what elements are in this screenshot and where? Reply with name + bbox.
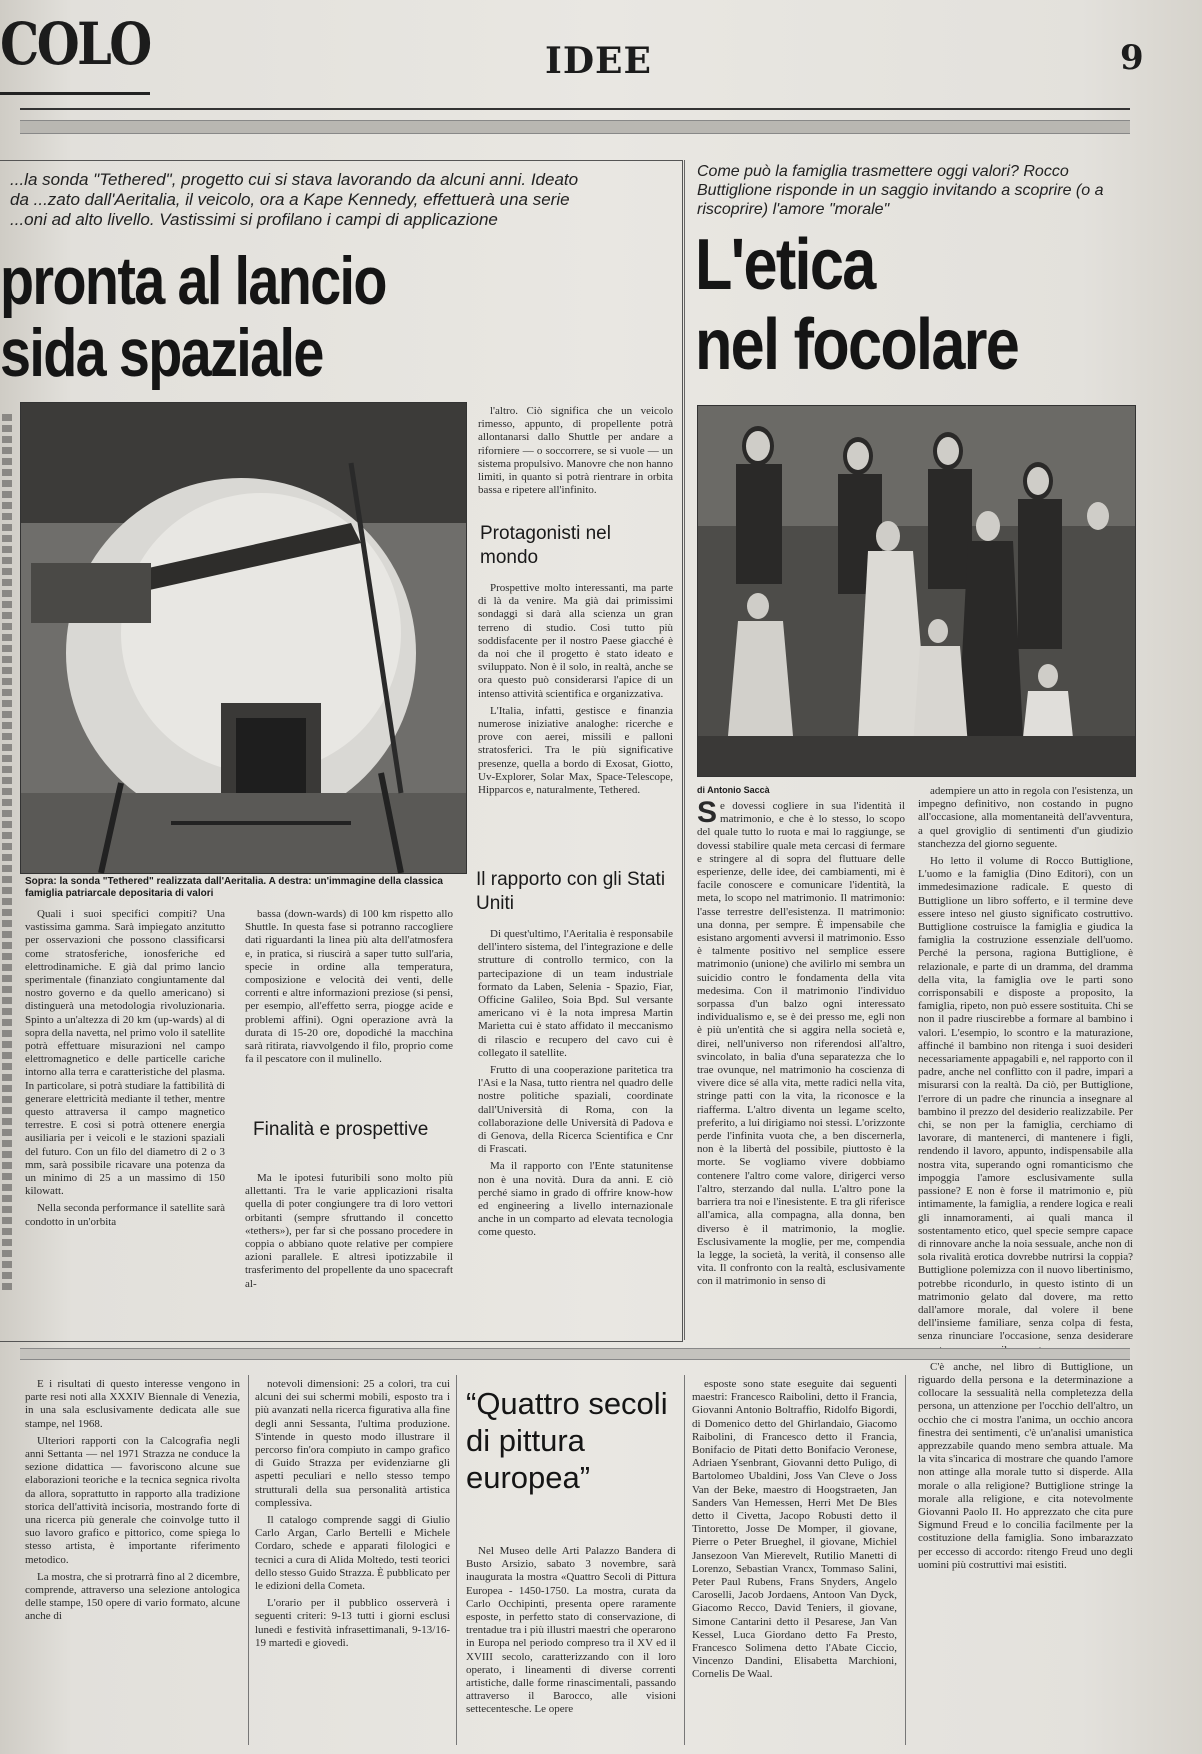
paragraph: Ho letto il volume di Rocco Buttiglione, L'uomo e la famiglia (Dino Editori), con un immedesimazione radicale. E questo di Buttiglione un libro sofferto, e il termine deve essere inteso nel giusto significato costruttivo. Buttiglione costruisce la famiglia e giudica la famiglia la costruzione essenziale dell'uomo. Perché la persona, ragiona Buttiglione, è relazionale, e parte di un dramma, del dramma della vita, la famiglia ove le parti sono corrisponsabili e disposte a proposito, la famiglia, ripeto, non può essere sostituita. Chi se non il padre riuscirebbe a formare al bambino i valori. L'esempio, lo scontro e la maturazione, affinché il bambino non ritenga i suoi desideri necessariamente appagabili e, nel rapporto con il padre, anche nel conflitto con il padre, impari a misurarsi con la realtà. Da ciò, per Buttiglione, l'errore di un padre che rinuncia a insegnare al bambino il prezzo del desiderio realizzabile. Per chi, se non per la famiglia, cerchiamo di lavorare, di mantenerci, di mantenere i figli, rendendo il lavoro, appunto, indispensabile alla nostra vita, superando ogni romanticismo che impoggia l'amore esclusivamente sulla passione? E non è forse il matrimonio e, più intimamente, la famiglia, a rendere logica e reali gli innamoramenti, ai quali manca il sostentamento etico, quel specie sempre capace di rinnovare anche la noia sessuale, anche non di sola rivalità erotica dovrebbe nutrirsi la coppia? Buttiglione polemizza con il nuovo libertinismo, potrebbe ricondurlo, in questo istinto di un matrimonio gelato dal dovere, ma retto dall'amore morale, dal volere il bene dell'insieme familiare, senza colpa di festa, senza rinunciare l'occasione, senza desiderare [918, 855, 1133, 1343]
bottom-col-1 [25, 1378, 240, 1748]
column-divider [905, 1375, 906, 1745]
bottom-col-4 [692, 1378, 897, 1748]
drop-cap: S [697, 796, 718, 829]
headline-line-2: sida spaziale [0, 315, 323, 391]
left-col-2b [245, 1172, 453, 1338]
paragraph: E i risultati di questo interesse vengono in parte resi noti alla XXXIV Biennale di Venezia, in una sala esclusivamente dedicata alle sue stampe, nel 1968. [25, 1378, 240, 1430]
left-col-1 [25, 908, 225, 1338]
left-article-headline [0, 245, 558, 389]
paragraph: Nel Museo delle Arti Palazzo Bandera di Busto Arsizio, sabato 3 novembre, sarà inaugurata la mostra «Quattro Secoli di Pittura Europea - 1450-1750. La mostra, curata da Carlo Occhipinti, presenta opere raramente esposte, in perfetto stato di conservazione, di trentadue tra i più illustri maestri che operarono in Europa nel periodo compreso tra il XV ed il XVIII secolo, caratterizzando con il loro operato, i lineamenti di diverse correnti artistiche, dalle forme rinascimentali, passando attraverso il Barocco, alle visioni settecentesche. Le opere [466, 1545, 676, 1716]
right-article-headline [695, 225, 1069, 385]
paragraph: Nella seconda performance il satellite sarà condotto in un'orbita [25, 1202, 225, 1228]
bottom-article-headline: “Quattro secoli di pittura europea” [466, 1386, 668, 1495]
paragraph: l'altro. Ciò significa che un veicolo rimesso, appunto, di propellente potrà allontanarsi dallo Shuttle per andare a riforniere — o soccorrere, se si vuole — un sistema propulsivo. Manovre che non hanno limiti, in quanto si potrà rientrare in orbita bassa e ripetere all'infinito. [478, 405, 673, 497]
left-article-deck: ...la sonda "Tethered", progetto cui si stava lavorando da alcuni anni. Ideato da ...zato dall'Aeritalia, il veicolo, ora a Kape Kennedy, effettuerà una serie ...oni ad alto livello. Vastissimi si profilano i campi di applicazione [10, 170, 579, 229]
paragraph: bassa (down-wards) di 100 km rispetto allo Shuttle. In questa fase si potranno raccogliere dati riguardanti la linea più alta dell'atmosfera e, in pratica, si riuscirà a saper tutto sull'aria, specie in ordine alla temperatura, composizione e velocità dei venti, delle correnti e altre informazioni preziose (si pensi, per esempio, all'effetto serra, piogge acide e problemi affini). Ogni operazione avrà la durata di 15-20 ore, dopodiché la macchina sarà ritirata, riavvolgendo il filo, proprio come fa il pescatore con il mulinello. [245, 908, 453, 1066]
masthead-logo: COLO [0, 10, 150, 78]
right-col-1 [697, 796, 905, 1340]
column-divider [684, 1375, 685, 1745]
top-rule [20, 108, 1130, 110]
paragraph: C'è anche, nel libro di Buttiglione, un riguardo della persona e la determinazione a collocare la sessualità nella completezza della persona, un attenzione per l'occhio dell'altro, un occhio che ci mostra l'anima, un occhio ancora finestra dei sentimenti, c'è un'analisi umanistica apprezzabile quando meno sembra attuale. Ma la vita s'incarica di mostrare che quando l'amore non attinge alla morale tutto si disperde. Alla morale o alla religione? Buttiglione stringe la morale alla religione, e cita notevolmente Giovanni Paolo II. Ho apprezzato che cita pure Sigmund Freud e lo concilia facilmente per la costituzione della famiglia. Sono imbarazzato per eccesso di accordo: ritengo Freud uno degli uomini più costruttivi mai esistiti. [918, 1360, 1133, 1571]
bottom-col-3 [466, 1545, 676, 1745]
page-number: 9 [1120, 38, 1144, 78]
paragraph: Ma le ipotesi futuribili sono molto più allettanti. Tra le varie applicazioni risalta quella di poter congiungere tra di loro vettori orbitanti (sempre sfruttando il concetto «tethers»), per far sì che possano procedere in coppia o abbiano quote relative per compiere azioni parallele. E altresì ipotizzabile il trasferimento del propellente da uno spacecraft al- [245, 1172, 453, 1290]
left-col-3a [478, 405, 673, 515]
section-title: IDEE [545, 40, 652, 82]
column-divider [456, 1375, 457, 1745]
paragraph: Prospettive molto interessanti, ma parte di là da venire. Ma già dai primissimi sondaggi si darà alla scienza un gran terreno di studio. Così tutto più soddisfacente per il nostro Paese giacché è da noi che il progetto è stato ideato e sviluppato. Non è il solo, in realtà, anche se ora questo può considerarsi l'apice di un intenso attività scientifica e organizzativa. [478, 582, 673, 700]
paragraph: esposte sono state eseguite dai seguenti maestri: Francesco Raibolini, detto il Francia, Giovanni Antonio Boltraffio, Ridolfo Bigordi, di Domenico detto del Ghirlandaio, Giacomo Raibolini, di Francesco detto il Francia, Bonifacio de Pitati detto Bonifacio Veronese, Adriaen Ysenbrant, Giovanni detto Puligo, di Bartolomeo Ubaldini, Joss Van Cleve o Joss Van der Beke, maestro di Hoogstraeten, Jan Sanders Van Hemessen, Herri Met De Bles detto il Civetta, Jacopo Robusti detto il Tintoretto, Josse De Momper, il giovane, Pierre o Peter Brueghel, il giovane, Michiel Jansezoon Van Mierevelt, Rutilio Manetti di Lorenzo, Sebastian Vrancx, Tommaso Salini, Peter Paul Rubens, Frans Snyders, Angelo Caroselli, Jacob Jordaens, Antoon Van Dyck, Giacomo Recco, David Teniers, il giovane, Simone Cantarini detto il Pesarese, Jan Van Kessel, Luca Giordano detto Fa Presto, Francesco Solimena detto l'Abate Ciccio, Vincenzo Dandini, Elisabetta Marchioni, Cornelis De Waal. [692, 1378, 897, 1681]
bottom-band [20, 1348, 1130, 1360]
photo-caption: Sopra: la sonda "Tethered" realizzata dall'Aeritalia. A destra: un'immagine della classica famiglia patriarcale depositaria di valori [25, 876, 443, 899]
masthead-underline [0, 92, 150, 95]
subhead-finalita: Finalità e prospettive [253, 1119, 429, 1140]
paragraph: Di quest'ultimo, l'Aeritalia è responsabile dell'intero sistema, del l'integrazione e delle strutture di controllo termico, con la partecipazione di un team industriale formato da Laben, Selenia - Spazio, Fiar, Officine Galileo, Soia Bpd. Sul versante americano vi è la nota impresa Martin Marietta cui è stato affidato il meccanismo di rilascio e recupero del cavo cui è collegato il satellite. [478, 928, 673, 1059]
subhead-protagonisti: Protagonisti nel mondo [480, 523, 611, 568]
paragraph: Frutto di una cooperazione paritetica tra l'Asi e la Nasa, tutto rientra nel quadro delle nostre politiche spaziali, coordinate dall'Università di Roma, con la collaborazione delle Università di Padova e di Genova, della Ricerca Scientifica e Cnr di Frascati. [478, 1064, 673, 1156]
left-col-2 [245, 908, 453, 1113]
cropped-left-column [0, 410, 14, 1290]
byline: di Antonio Saccà [697, 785, 770, 795]
right-col-2 [918, 785, 1133, 1571]
bottom-col-2 [255, 1378, 450, 1748]
left-col-3b [478, 582, 673, 867]
paragraph: adempiere un atto in regola con l'esistenza, un impegno definitivo, non costando in pugno all'occasione, alla momentaneità dell'avventura, a quel groviglio di sentimenti d'un giudizio stanchezza del giorno seguente. [918, 785, 1133, 850]
paragraph: Il catalogo comprende saggi di Giulio Carlo Argan, Carlo Bertelli e Michele Cordaro, schede e apparati filologici e tecnici a cura di Alida Moltedo, testi teorici dello stesso Guido Strazza. È pubblicato per le edizioni della Cometa. [255, 1514, 450, 1593]
right-article-deck: Come può la famiglia trasmettere oggi valori? Rocco Buttiglione risponde in un saggio invitando a scoprire (o a riscoprire) l'amore "morale" [697, 163, 1104, 218]
subhead-rapporto: Il rapporto con gli Stati Uniti [476, 869, 666, 914]
top-band [20, 120, 1130, 134]
paragraph: L'Italia, infatti, gestisce e finanzia numerose iniziative analoghe: ricerche e prove con aerei, missili e palloni stratosferici. Tra le più significative presenze, quella a bordo di Exosat, Giotto, Uv-Explorer, Solar Max, Space-Telescope, Hipparcos e, naturalmente, Tethered. [478, 704, 673, 797]
left-col-3c [478, 928, 673, 1338]
paragraph: e dovessi cogliere in sua l'identità il matrimonio, e che è lo stesso, lo scopo del quale tutto lo ruota e mai lo raggiunge, se dovessi stabilire quale meta cercasi di fermare e stringere al di sopra del fluttuare delle esperienze, delle idee, dei cambiamenti, mi è facile conoscere e comunicare l'identità, la meta, lo scopo nel matrimonio. Il matrimonio: l'asse terrestre dell'esistenza. Il matrimonio: una donna, per sempre. È impensabile che esistano argomenti avversi il matrimonio. Esso è talmente positivo nel semplice essere matrimonio (unione) che avilirlo mi sembra un suicidio contro le fondamenta della vita medesima. Con il matrimonio l'individuo sorpassa d'un balzo ogni interessato individualismo e, se è dei presso me, egli non è più un'entità che si aggira nella società e, direi, nell'universo non riferendosi all'altro, svincolato, in balia d'una separatezza che lo trae ovunque, nel matrimonio ha coscienza di vivere dice sé alla vita, mette radici nella vita, stringe patti con la vita, la riconosce e la riafferma. L'altro diventa un legame scelto, preferito, a lui dirigiamo noi stessi. L'orizzonte perde l'infinita vuota che, a ben discernerla, non è la libertà del possibile, piuttosto è la morte. Se vogliamo vivere dobbiamo contenere l'altro come valore, dirigerci verso l'altro, sterzando dal nulla. L'altro pone la barriera tra noi e l'inesistente. E tra gli riferisce all'amica, alla compagna, alla donna, ben diverso è il matrimonio, la moglie. Esclusivamente la moglie, per me, compendia la legge, la società, la verità, il consenso alle vita. Il confronto con la realtà, esclusivamente con il matrimonio in senso di [697, 800, 905, 1288]
tethered-satellite-photo [20, 402, 467, 874]
paragraph: Quali i suoi specifici compiti? Una vastissima gamma. Sarà impiegato anzitutto per osservazioni che possono classificarsi come stratosferiche, ionosferiche ed elettrodinamiche. E già dal primo lancio sperimentale (finanziato congiuntamente dal nostro governo e da quello americano) si distinguerà una metodologia rivoluzionaria. Spinto a un'altezza di 20 km (up-wards) al di sopra della navetta, nel primo volo il satellite potrà effettuare misurazioni nel campo elettromagnetico e delle particelle cariche intorno alla terra e caratteristiche del plasma. In particolare, si potrà studiare la fattibilità di generare elettricità mediante il tether, mentre questo attraversa il campo magnetico terrestre. E così si potrà ottenere energia ausiliaria per i veicoli e le stazioni spaziali del futuro. Con un filo del diametro di 2 o 3 mm, sarà possibile ricavare una potenza da un minimo di 25 a un massimo di 150 kilowatt. [25, 908, 225, 1198]
family-portrait-photo [697, 405, 1136, 777]
paragraph: notevoli dimensioni: 25 a colori, tra cui alcuni dei sui schermi mobili, esposto tra i più avanzati nella ricerca figurativa alla fine degli anni Sessanta, l'ultima produzione. S'intende in questo modo illustrare il percorso fin'ora compiuto in campo grafico di Guido Strazza per evidenziarne gli aspetti peculiari e nello stesso tempo strutturali della sua personalità artistica complessiva. [255, 1378, 450, 1509]
paragraph: L'orario per il pubblico osserverà i seguenti criteri: 9-13 tutti i giorni esclusi lunedì e festività infrasettimanali, 9-13/16-19 martedì e giovedì. [255, 1597, 450, 1649]
column-divider [684, 160, 685, 1340]
column-divider [248, 1375, 249, 1745]
paragraph: Ma il rapporto con l'Ente statunitense non è una novità. Dura da anni. E ciò perché siamo in grado di offrire know-how ed engineering a livello internazionale anche in un comparto ad elevata tecnologia come questo. [478, 1160, 673, 1239]
headline-line-2: nel focolare [695, 305, 1019, 385]
headline-line-1: pronta al lancio [0, 243, 386, 319]
headline-line-1: L'etica [695, 225, 875, 305]
paragraph: Ulteriori rapporti con la Calcografia negli anni Settanta — nel 1971 Strazza ne conduce la sezione didattica — favoriscono alcune sue elaborazioni teoriche e la tecnica segnica rivolta da allora, soprattutto in rapporto alla tradizione storica dell'attività incisoria, mostrando forte di una ricerca più generale che coinvolge tutto il suo lavoro grafico e pittorico, come spiega lo stesso artista, è importante riferimento metodico. [25, 1434, 240, 1566]
paragraph: La mostra, che si protrarrà fino al 2 dicembre, comprende, attraverso una selezione antologica delle stampe, 150 opere di vario formato, alcune anche di [25, 1570, 240, 1623]
